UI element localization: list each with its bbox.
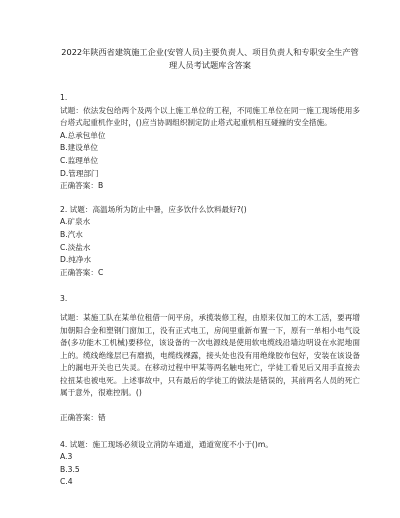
question-stem: 试题：高温场所为防止中暑，应多饮什么饮料最好?() — [69, 204, 247, 214]
question-stem: 试题：依法发包给两个及两个以上施工单位的工程，不同施工单位在同一施工现场使用多台塔式起重机作业时，()应当协调组织制定防止塔式起重机相互碰撞的安全措施。 — [60, 105, 360, 128]
question-stem-with-number — [60, 439, 360, 452]
document-title: 2022年陕西省建筑施工企业(安管人员)主要负责人、项目负责人和专职安全生产管理人员考试题库含答案 — [61, 47, 359, 70]
option-a: A.3 — [60, 452, 73, 462]
option-c: C.监理单位 — [60, 155, 99, 165]
question-number: 3. — [60, 294, 68, 304]
option-d: D.管理部门 — [60, 168, 99, 178]
question-stem-with-number — [60, 204, 360, 217]
option-b: B.建设单位 — [60, 143, 98, 153]
question-number: 2. — [60, 204, 68, 214]
option-c: C.淡盐水 — [60, 242, 91, 252]
question-2 — [60, 204, 360, 280]
question-stem: 试题：施工现场必须设立消防车通道，通道宽度不小于()m。 — [69, 439, 273, 449]
option-c: C.4 — [60, 477, 73, 487]
option-b: B.3.5 — [60, 464, 80, 474]
question-stem: 试题：某施工队在某单位租借一间平房，承揽装修工程，由原来仅加工的木工活，要再增加朝阳合金和塑钢门窗加工，没有正式电工，房间里重新布置一下，原有一单相小电气设备(多功能木工机械)要移位，该设备的一次电源线是使用软电缆线沿墙边明设在水泥地面上的。缆线绝缘层已有磨损，电缆线裸露，接头处也没有用绝缘胶布包好，安装在该设备上的漏电开关也已失灵。在移动过程中甲某等两名触电死亡，学徒工看见后又用手直接去拉扭某也被电死。上述事故中，只有最后的学徒工的做法是错误的，其前两名人员的死亡属于意外，很难控制。() — [60, 312, 360, 398]
option-b: B.汽水 — [60, 229, 83, 239]
question-3 — [60, 293, 360, 424]
question-number: 1. — [60, 93, 68, 102]
answer: 正确答案：B — [60, 181, 104, 191]
option-a: A.总承包单位 — [60, 130, 106, 140]
question-number: 4. — [60, 439, 68, 449]
question-4 — [60, 439, 360, 489]
answer: 正确答案：错 — [60, 413, 106, 423]
option-d: D.纯净水 — [60, 255, 92, 265]
option-a: A.矿泉水 — [60, 217, 91, 227]
question-1 — [60, 92, 360, 193]
answer: 正确答案：C — [60, 267, 104, 277]
